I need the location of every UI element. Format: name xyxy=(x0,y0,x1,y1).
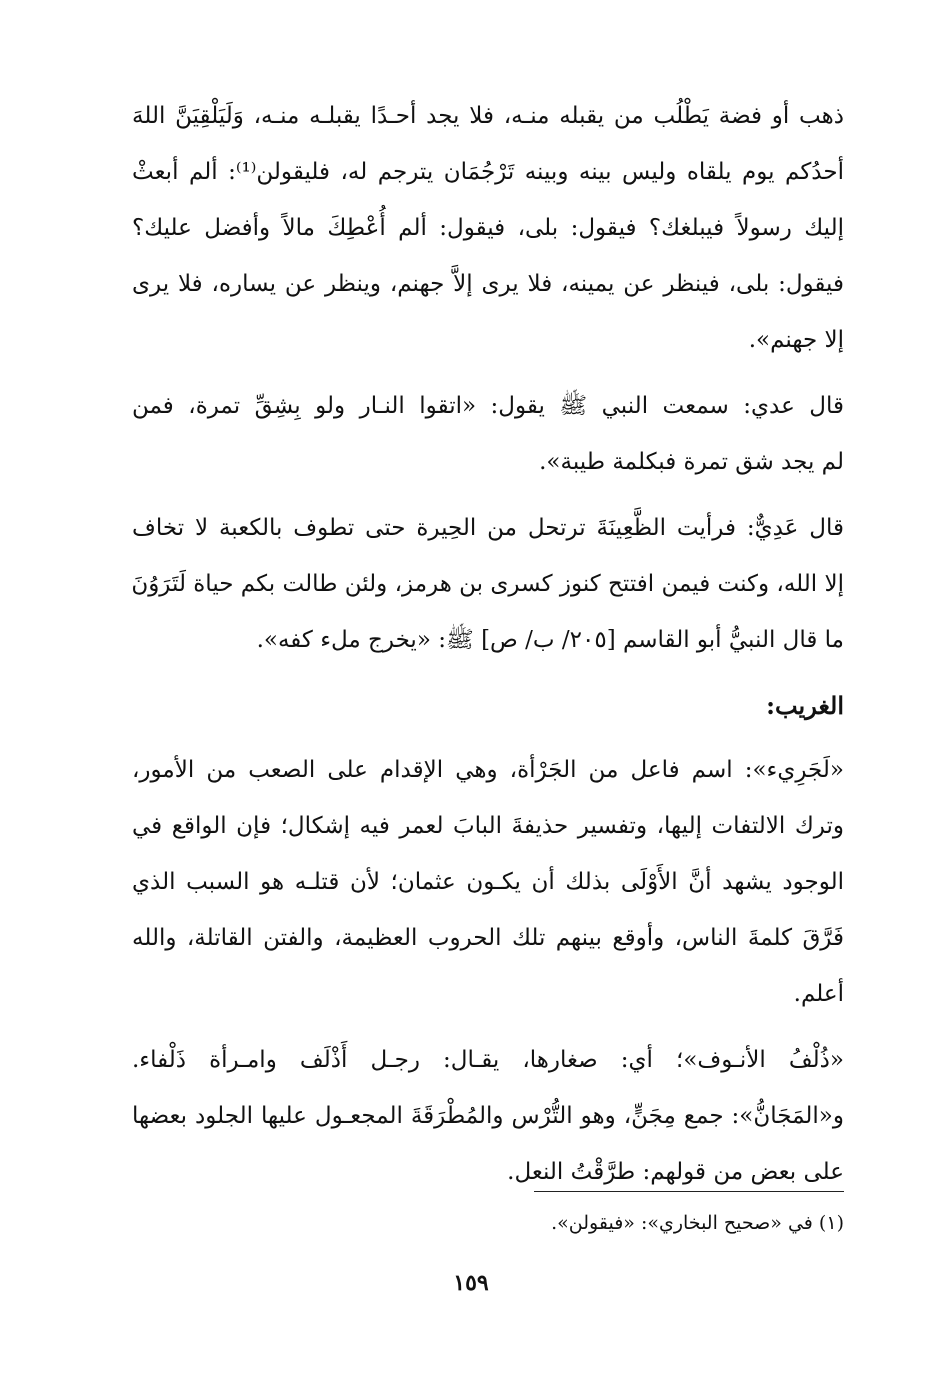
paragraph-gharib-1 xyxy=(132,742,844,1022)
text-line: قال عَدِيٌّ: فرأيت الظَّعِينَةَ ترتحل من الحِيرة حتى تطوف بالكعبة لا تخاف xyxy=(132,515,844,541)
text-line: إلا الله، وكنت فيمن افتتح كنوز كسرى بن هرمز، ولئن طالت بكم حياة لَتَرَوُنَ xyxy=(131,571,844,597)
page-number: ١٥٩ xyxy=(453,1270,489,1296)
page-body xyxy=(132,88,844,1210)
text-line: إلا جهنم». xyxy=(748,327,844,353)
text-line: «لَجَرِيء»: اسم فاعل من الجَرْأة، وهي الإقدام على الصعب من الأمور، xyxy=(132,757,844,783)
text-line: فيقول: بلى، فينظر عن يمينه، فلا يرى إلاَّ جهنم، وينظر عن يساره، فلا يرى xyxy=(132,271,844,297)
footnote-divider xyxy=(534,1191,844,1192)
text-line: على بعض من قولهم: طرَّقْتُ النعل. xyxy=(507,1159,844,1185)
section-heading: الغريب: xyxy=(766,691,844,720)
text-line: ما قال النبيُّ أبو القاسم [٢٠٥/ ب/ ص] ﷺ: «يخرج ملء كفه». xyxy=(256,627,844,653)
text-line: قال عدي: سمعت النبي ﷺ يقول: «اتقوا النـار ولو بِشِقِّ تمرة، فمن xyxy=(132,393,844,419)
text-line: فَرَّقَ كلمةَ الناس، وأوقع بينهم تلك الحروب العظيمة، والفتن القاتلة، والله xyxy=(132,925,844,951)
text-line: ذهب أو فضة يَطْلُب من يقبله منـه، فلا يجد أحـدًا يقبلـه منـه، وَلَيَلْقِيَنَّ اللهَ xyxy=(132,103,844,129)
text-line: وترك الالتفات إليها، وتفسير حذيفةَ البابَ لعمر فيه إشكال؛ فإن الواقع في xyxy=(132,813,844,839)
text-line: لم يجد شق تمرة فبكلمة طيبة». xyxy=(539,449,844,475)
paragraph-adi-saying-1 xyxy=(132,378,844,490)
text-line: أحدُكم يوم يلقاه وليس بينه وبينه تَرْجُمَان يترجم له، فليقولن⁽¹⁾: ألم أبعثْ xyxy=(132,159,844,185)
text-line: إليك رسولاً فيبلغك؟ فيقول: بلى، فيقول: ألم أُعْطِكَ مالاً وأفضل عليك؟ xyxy=(132,215,844,241)
paragraph-gharib-2 xyxy=(132,1032,844,1200)
paragraph-hadith-continuation xyxy=(132,88,844,368)
text-line: «ذُلْفُ الأنـوف»؛ أي: صغارها، يقـال: رجـل أَذْلَف وامـرأة ذَلْفاء. xyxy=(132,1047,844,1073)
text-line: الوجود يشهد أنَّ الأَوْلَى بذلك أن يكـون عثمان؛ لأن قتلـه هو السبب الذي xyxy=(132,869,844,895)
paragraph-adi-saying-2 xyxy=(132,500,844,668)
text-line: أعلم. xyxy=(793,981,844,1007)
text-line: و«المَجَانُّ»: جمع مِجَنٍّ، وهو التُّرْس والمُطْرَقَةَ المجعـول عليها الجلود بعضها xyxy=(132,1103,844,1129)
footnote: (١) في «صحيح البخاري»: «فيقولن». xyxy=(551,1212,844,1234)
